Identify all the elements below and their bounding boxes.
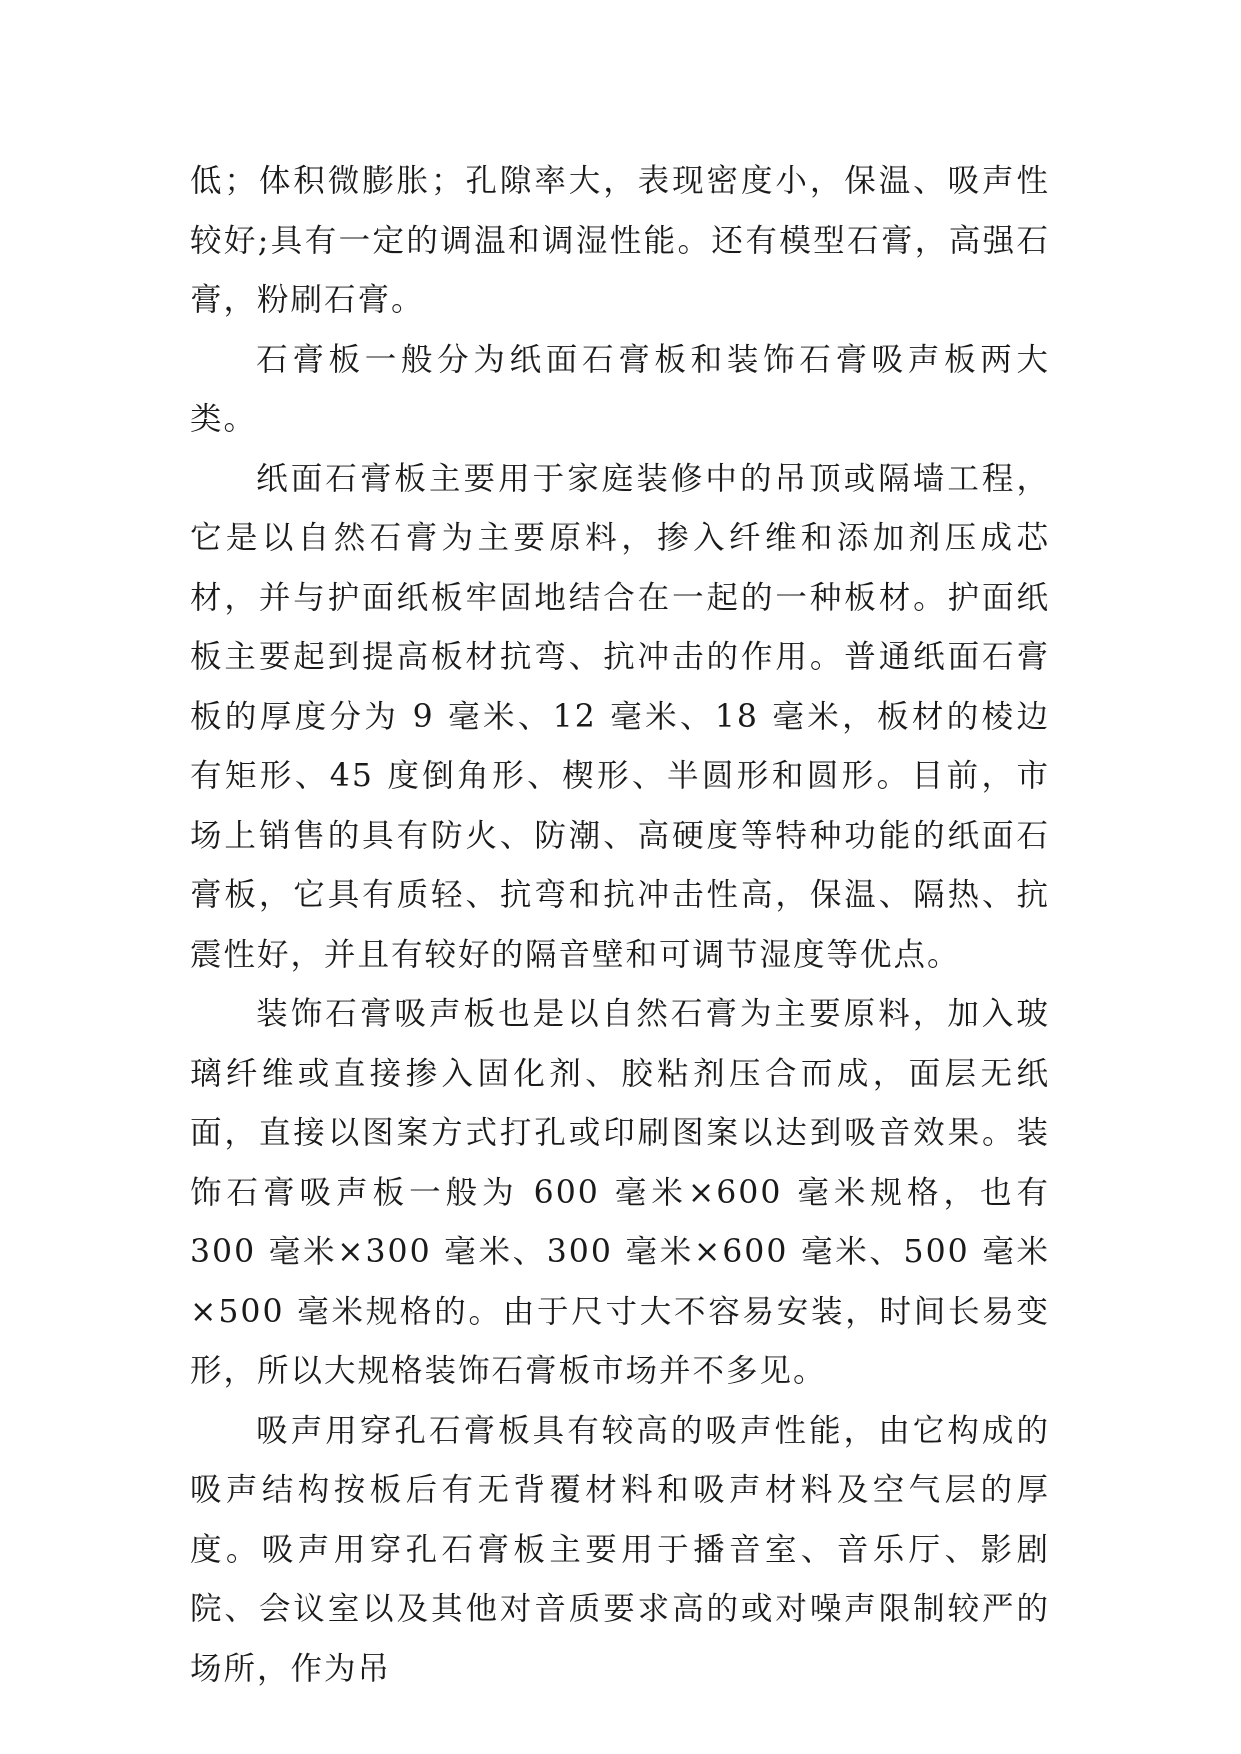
document-body xyxy=(190,152,1050,1699)
paragraph-4: 装饰石膏吸声板也是以自然石膏为主要原料，加入玻璃纤维或直接掺入固化剂、胶粘剂压合而成，面层无纸面，直接以图案方式打孔或印刷图案以达到吸音效果。装饰石膏吸声板一般为 600 毫米×600 毫米规格，也有 300 毫米×300 毫米、300 毫米×600 毫米、500 毫米×500 毫米规格的。由于尺寸大不容易安装，时间长易变形，所以大规格装饰石膏板市场并不多见。 xyxy=(190,996,1050,1389)
paragraph-2: 石膏板一般分为纸面石膏板和装饰石膏吸声板两大类。 xyxy=(190,341,1050,437)
paragraph-5: 吸声用穿孔石膏板具有较高的吸声性能，由它构成的吸声结构按板后有无背覆材料和吸声材料及空气层的厚度。吸声用穿孔石膏板主要用于播音室、音乐厅、影剧院、会议室以及其他对音质要求高的或对噪声限制较严的场所，作为吊 xyxy=(190,1412,1050,1687)
paragraph-3: 纸面石膏板主要用于家庭装修中的吊顶或隔墙工程，它是以自然石膏为主要原料，掺入纤维和添加剂压成芯材，并与护面纸板牢固地结合在一起的一种板材。护面纸板主要起到提高板材抗弯、抗冲击的作用。普通纸面石膏板的厚度分为 9 毫米、12 毫米、18 毫米，板材的棱边有矩形、45 度倒角形、楔形、半圆形和圆形。目前，市场上销售的具有防火、防潮、高硬度等特种功能的纸面石膏板，它具有质轻、抗弯和抗冲击性高，保温、隔热、抗震性好，并且有较好的隔音壁和可调节湿度等优点。 xyxy=(190,460,1050,973)
paragraph-1: 低；体积微膨胀；孔隙率大，表现密度小，保温、吸声性较好;具有一定的调温和调湿性能。还有模型石膏，高强石膏，粉刷石膏。 xyxy=(190,163,1050,318)
